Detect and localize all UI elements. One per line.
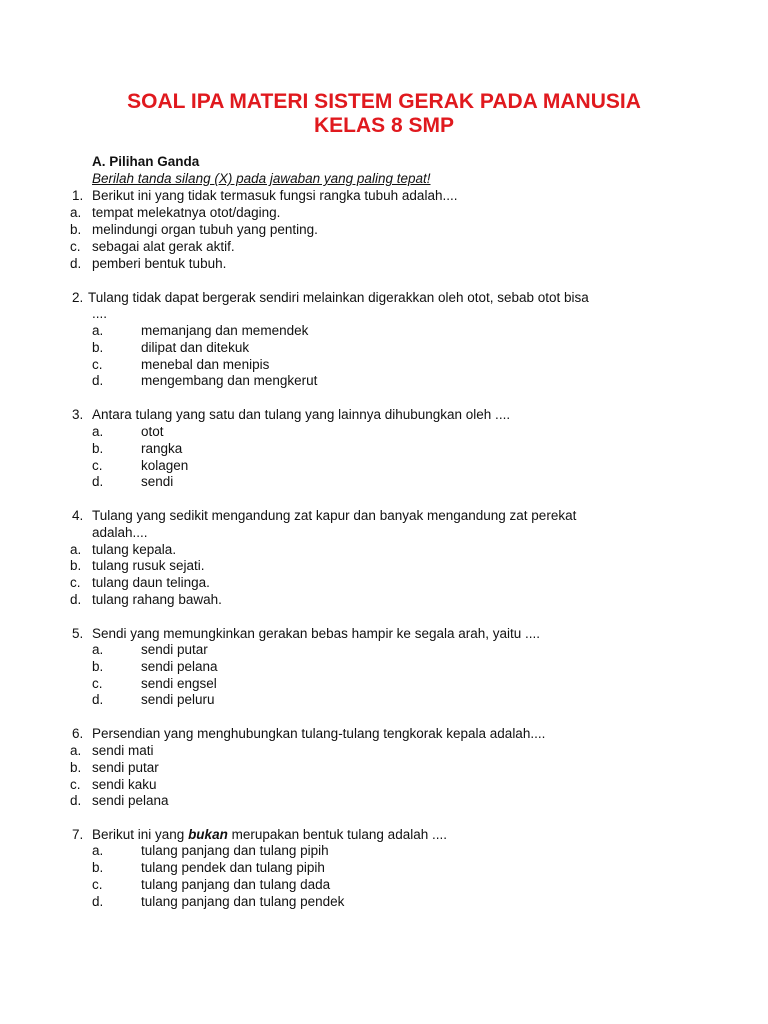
question-text: Tulang tidak dapat bergerak sendiri melainkan digerakkan oleh otot, sebab otot bisa (88, 290, 589, 305)
option-letter: d. (70, 256, 82, 271)
option-text: sendi engsel (141, 676, 217, 691)
question-text-cont: adalah.... (92, 525, 148, 540)
option-text: tulang pendek dan tulang pipih (141, 860, 325, 875)
question-number: 1. (72, 188, 84, 203)
option-text: tulang panjang dan tulang pipih (141, 843, 329, 858)
option-text: tulang rusuk sejati. (92, 558, 205, 573)
section-heading: A. Pilihan Ganda (92, 154, 200, 169)
option-text: kolagen (141, 458, 189, 473)
option-text: dilipat dan ditekuk (141, 340, 250, 355)
option-text: otot (141, 424, 164, 439)
question-text-cont: .... (92, 306, 108, 321)
question-number: 5. (72, 626, 84, 641)
option-letter: a. (92, 843, 104, 858)
question-number: 3. (72, 407, 84, 422)
question-text: Tulang yang sedikit mengandung zat kapur dan banyak mengandung zat perekat (92, 508, 577, 523)
option-text: sebagai alat gerak aktif. (92, 239, 235, 254)
option-letter: a. (70, 205, 82, 220)
option-text: tulang panjang dan tulang dada (141, 877, 331, 892)
question-number: 4. (72, 508, 84, 523)
question-number: 6. (72, 726, 84, 741)
option-text: tulang kepala. (92, 542, 177, 557)
option-letter: b. (92, 860, 104, 875)
option-letter: b. (92, 441, 104, 456)
option-text: pemberi bentuk tubuh. (92, 256, 227, 271)
option-text: tulang panjang dan tulang pendek (141, 894, 345, 909)
option-letter: a. (92, 642, 104, 657)
option-letter: d. (70, 793, 82, 808)
option-text: melindungi organ tubuh yang penting. (92, 222, 318, 237)
option-letter: c. (92, 877, 103, 892)
question-text-pre: Berikut ini yang (92, 827, 189, 842)
option-text: tempat melekatnya otot/daging. (92, 205, 281, 220)
option-text: menebal dan menipis (141, 357, 270, 372)
option-letter: a. (70, 743, 82, 758)
option-text: rangka (141, 441, 183, 456)
question-text-emphasis: bukan (188, 827, 228, 842)
option-letter: d. (92, 373, 104, 388)
option-text: sendi kaku (92, 777, 157, 792)
option-text: mengembang dan mengkerut (141, 373, 318, 388)
question-number: 2. (72, 290, 84, 305)
option-letter: a. (92, 323, 104, 338)
option-letter: c. (92, 458, 103, 473)
option-letter: c. (70, 777, 81, 792)
option-text: tulang daun telinga. (92, 575, 210, 590)
option-letter: c. (92, 357, 103, 372)
option-text: sendi putar (141, 642, 208, 657)
question-text (92, 827, 447, 843)
option-letter: a. (92, 424, 104, 439)
question-text: Persendian yang menghubungkan tulang-tulang tengkorak kepala adalah.... (92, 726, 546, 741)
option-letter: a. (70, 542, 82, 557)
document-subtitle: KELAS 8 SMP (313, 114, 455, 137)
option-text: sendi peluru (141, 692, 215, 707)
option-letter: d. (70, 592, 82, 607)
option-letter: b. (92, 340, 104, 355)
option-text: sendi (141, 474, 174, 489)
option-letter: d. (92, 474, 104, 489)
option-text: sendi putar (92, 760, 159, 775)
option-text: sendi mati (92, 743, 154, 758)
question-text: Berikut ini yang tidak termasuk fungsi rangka tubuh adalah.... (92, 188, 458, 203)
instruction-text: Berilah tanda silang (X) pada jawaban yang paling tepat! (92, 171, 431, 186)
option-letter: b. (70, 760, 82, 775)
option-text: sendi pelana (92, 793, 169, 808)
option-text: memanjang dan memendek (141, 323, 309, 338)
option-letter: c. (92, 676, 103, 691)
option-text: tulang rahang bawah. (92, 592, 222, 607)
option-letter: b. (70, 558, 82, 573)
question-number: 7. (72, 827, 84, 842)
document-title: SOAL IPA MATERI SISTEM GERAK PADA MANUSIA (127, 90, 641, 113)
option-letter: c. (70, 239, 81, 254)
question-text: Antara tulang yang satu dan tulang yang lainnya dihubungkan oleh .... (92, 407, 511, 422)
question-text-post: merupakan bentuk tulang adalah .... (227, 827, 447, 842)
option-letter: b. (92, 659, 104, 674)
option-letter: d. (92, 894, 104, 909)
question-text: Sendi yang memungkinkan gerakan bebas hampir ke segala arah, yaitu .... (92, 626, 541, 641)
option-letter: b. (70, 222, 82, 237)
option-text: sendi pelana (141, 659, 218, 674)
option-letter: d. (92, 692, 104, 707)
option-letter: c. (70, 575, 81, 590)
